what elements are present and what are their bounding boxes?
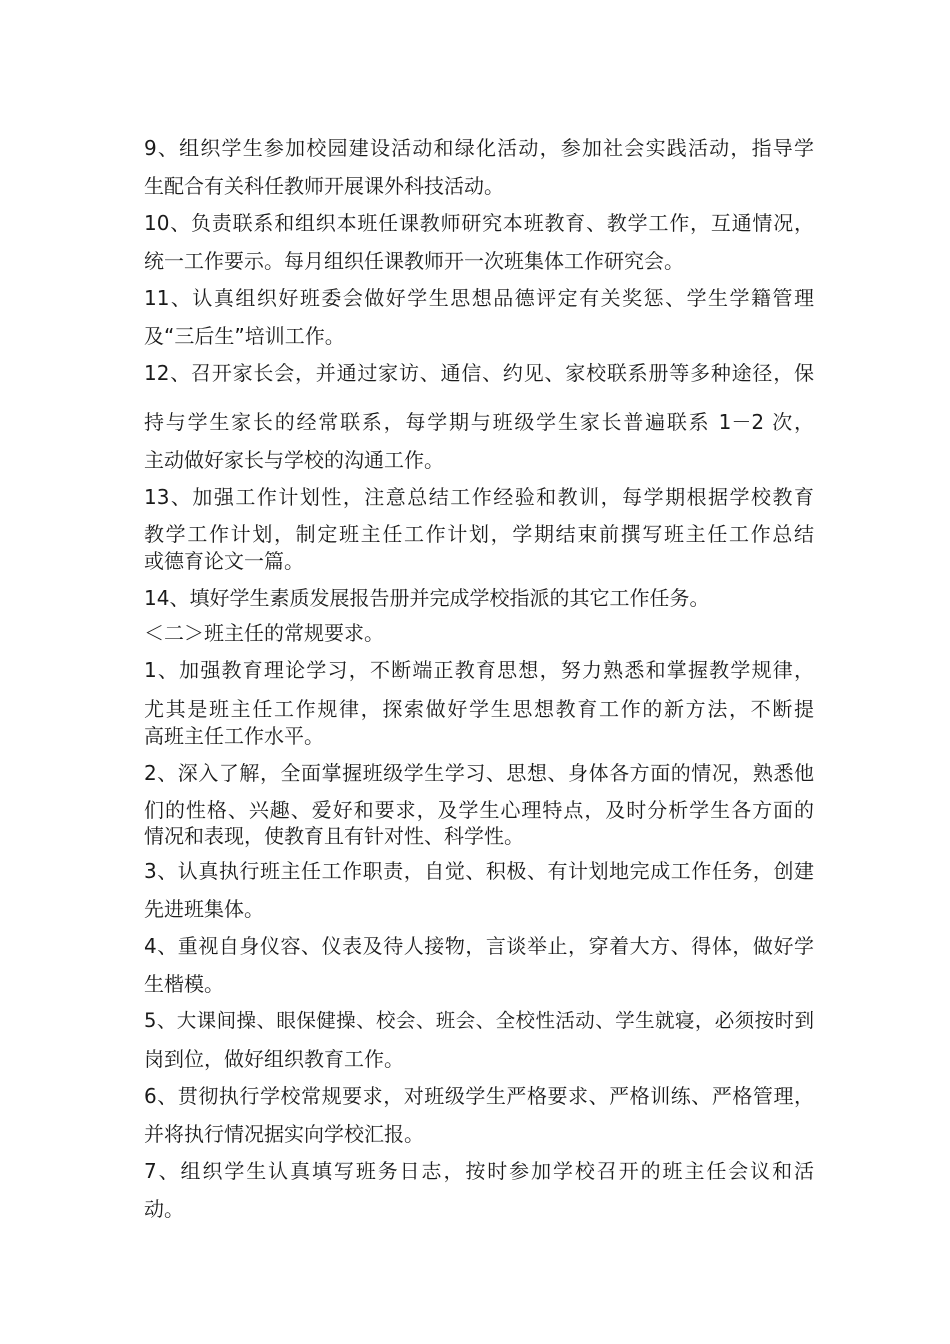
text-line: 5、大课间操、眼保健操、校会、班会、全校性活动、学生就寝，必须按时到 <box>144 1009 814 1032</box>
text-line: 或德育论文一篇。 <box>144 549 304 573</box>
text-line: 4、重视自身仪容、仪表及待人接物，言谈举止，穿着大方、得体，做好学 <box>144 934 814 958</box>
text-line: 生配合有关科任教师开展课外科技活动。 <box>144 174 504 198</box>
text-line: 1、加强教育理论学习，不断端正教育思想，努力熟悉和掌握教学规律， <box>144 658 814 682</box>
text-line: 13、加强工作计划性，注意总结工作经验和教训，每学期根据学校教育 <box>144 485 814 509</box>
text-line: 情况和表现，使教育且有针对性、科学性。 <box>144 824 524 848</box>
text-line: 持与学生家长的经常联系，每学期与班级学生家长普遍联系 1－2 次， <box>144 410 814 434</box>
text-line: 统一工作要示。每月组织任课教师开一次班集体工作研究会。 <box>144 249 684 273</box>
text-line: 11、认真组织好班委会做好学生思想品德评定有关奖惩、学生学籍管理 <box>144 286 814 310</box>
section-heading: ＜二＞班主任的常规要求。 <box>144 621 384 645</box>
text-line: 7、组织学生认真填写班务日志，按时参加学校召开的班主任会议和活 <box>144 1159 814 1183</box>
text-line: 教学工作计划，制定班主任工作计划，学期结束前撰写班主任工作总结 <box>144 522 814 546</box>
text-line: 9、组织学生参加校园建设活动和绿化活动，参加社会实践活动，指导学 <box>144 136 814 160</box>
text-line: 10、负责联系和组织本班任课教师研究本班教育、教学工作，互通情况， <box>144 211 814 235</box>
text-line: 们的性格、兴趣、爱好和要求，及学生心理特点，及时分析学生各方面的 <box>144 798 814 822</box>
text-line: 高班主任工作水平。 <box>144 724 324 748</box>
text-line: 尤其是班主任工作规律，探索做好学生思想教育工作的新方法，不断提 <box>144 697 814 721</box>
text-line: 3、认真执行班主任工作职责，自觉、积极、有计划地完成工作任务，创建 <box>144 859 814 883</box>
text-line: 先进班集体。 <box>144 897 264 921</box>
text-line: 及“三后生”培训工作。 <box>144 324 345 348</box>
text-line: 岗到位，做好组织教育工作。 <box>144 1047 404 1071</box>
text-line: 12、召开家长会，并通过家访、通信、约见、家校联系册等多种途径，保 <box>144 361 814 385</box>
text-line: 并将执行情况据实向学校汇报。 <box>144 1122 424 1146</box>
text-line: 主动做好家长与学校的沟通工作。 <box>144 448 444 472</box>
text-line: 动。 <box>144 1197 184 1221</box>
text-line: 2、深入了解，全面掌握班级学生学习、思想、身体各方面的情况，熟悉他 <box>144 761 814 785</box>
text-line: 生楷模。 <box>144 972 224 996</box>
text-line: 6、贯彻执行学校常规要求，对班级学生严格要求、严格训练、严格管理， <box>144 1084 814 1108</box>
text-line: 14、填好学生素质发展报告册并完成学校指派的其它工作任务。 <box>144 586 710 610</box>
